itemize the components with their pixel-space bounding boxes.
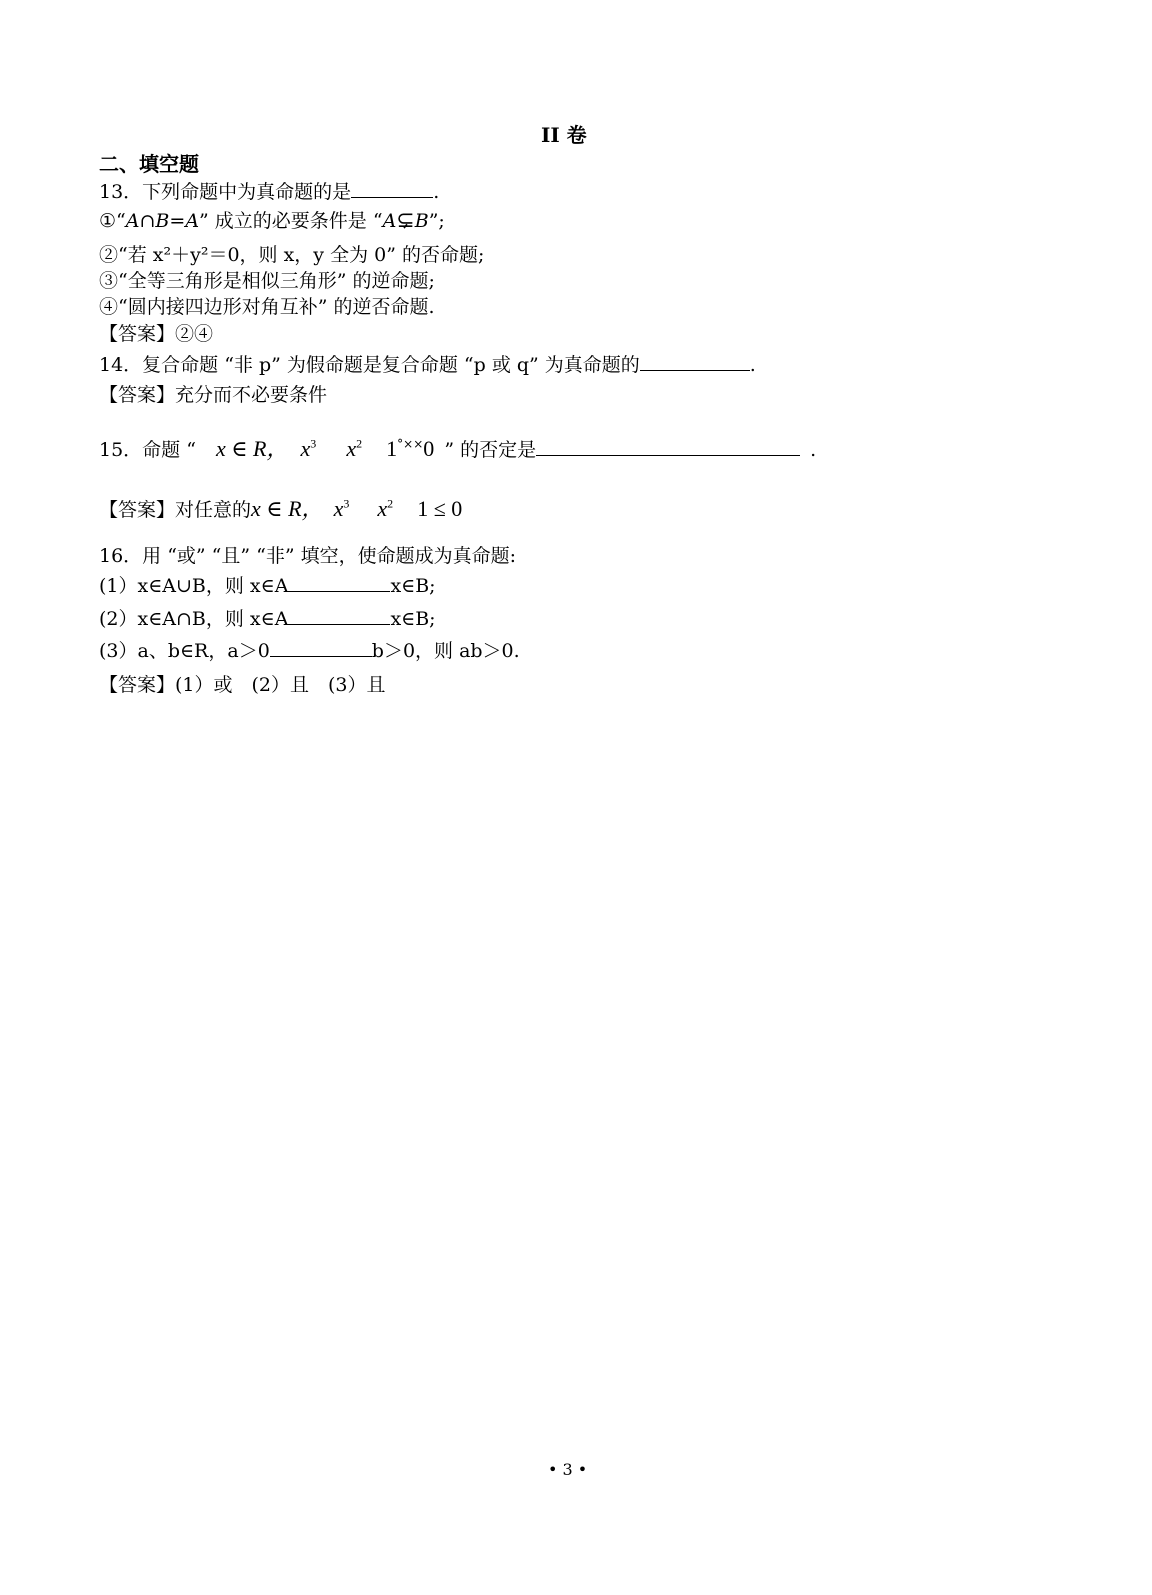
- q14-stem-text: 14．复合命题 “非 p” 为假命题是复合命题 “p 或 q” 为真命题的: [99, 354, 640, 376]
- q13-option-1: [99, 209, 445, 233]
- q13-option-1-text: ” 成立的必要条件是 “: [199, 210, 383, 232]
- q13-stem-text: 13．下列命题中为真命题的是: [99, 181, 352, 203]
- answer-label: 【答案】: [99, 674, 176, 696]
- q16-answer-text: (1）或 (2）且 (3）且: [175, 674, 386, 696]
- q13-option-1-marker: ①: [99, 210, 117, 232]
- q15-x3-base: x: [300, 436, 311, 461]
- q16-item-3-prefix: (3）a、b∈R，a＞0: [99, 640, 270, 662]
- q15-answer-tail: 1 ≤ 0: [417, 496, 463, 521]
- q15-x2: [346, 436, 362, 461]
- q15-answer-x2-exp: 2: [387, 496, 394, 511]
- q15-x-in-r: x ∈ R，: [215, 436, 289, 461]
- q16-item-2: [99, 607, 436, 631]
- q14-answer-blank: [640, 369, 750, 371]
- q15-answer-prefix: 对任意的: [175, 499, 252, 521]
- q13-answer: [99, 322, 213, 346]
- q13-option-1-cap: ∩: [139, 210, 156, 232]
- q15-stem-text: 15．命题 “: [99, 439, 196, 461]
- q13-option-3-text: “全等三角形是相似三角形” 的逆命题;: [118, 270, 435, 292]
- q16-item-2-suffix: x∈B;: [390, 608, 436, 630]
- q14-answer: [99, 383, 327, 407]
- q13-option-3-marker: ③: [99, 270, 119, 292]
- q13-answer-blank: [351, 196, 433, 198]
- q13-option-2-marker: ②: [99, 244, 119, 266]
- q13-option-3: [99, 269, 435, 293]
- q13-option-1-expr: B: [414, 210, 429, 232]
- q16-item-1: [99, 574, 436, 598]
- q15-x3-exp: 3: [310, 436, 317, 451]
- q15-answer: [99, 497, 462, 522]
- q15-answer-blank: [536, 454, 800, 456]
- q13-option-1-expr: A: [125, 210, 140, 232]
- q13-option-1-text: “: [116, 210, 126, 232]
- q15-answer-x3-exp: 3: [343, 496, 350, 511]
- answer-label: 【答案】: [99, 323, 176, 345]
- q15-answer-x3-base: x: [333, 496, 344, 521]
- q16-item-1-prefix: (1）x∈A∪B，则 x∈A: [99, 575, 289, 597]
- q15-x2-exp: 2: [356, 436, 363, 451]
- q13-stem: [99, 180, 439, 204]
- q15-zero: 0: [423, 436, 435, 461]
- q13-option-1-subset-symbol: ⊊: [396, 208, 415, 233]
- q14-answer-text: 充分而不必要条件: [175, 384, 328, 406]
- page-number: • 3 •: [548, 1460, 588, 1479]
- q16-item-1-suffix: x∈B;: [390, 575, 436, 597]
- q15-answer-x3: [334, 496, 350, 521]
- answer-label: 【答案】: [99, 499, 176, 521]
- q15-stem: [99, 432, 816, 462]
- q16-item-2-prefix: (2）x∈A∩B，则 x∈A: [99, 608, 289, 630]
- q15-x2-base: x: [346, 436, 357, 461]
- q16-stem: 16．用 “或” “且” “非” 填空，使命题成为真命题:: [99, 545, 517, 567]
- q15-answer-x2-base: x: [377, 496, 388, 521]
- q16-item-3: [99, 639, 520, 663]
- q13-option-1-eq: =: [169, 210, 186, 232]
- q16-item-3-blank: [270, 655, 372, 657]
- q13-option-2: [99, 243, 484, 267]
- q13-answer-text: ②④: [175, 323, 214, 345]
- q13-option-4-text: “圆内接四边形对角互补” 的逆否命题.: [118, 296, 435, 318]
- q16-answer: [99, 673, 386, 697]
- answer-label: 【答案】: [99, 384, 176, 406]
- q13-option-1-expr: A: [185, 210, 200, 232]
- q13-option-1-text: ”;: [428, 210, 445, 232]
- q16-item-3-suffix: b＞0，则 ab＞0.: [371, 640, 520, 662]
- q15-stem-suffix: .: [810, 439, 817, 461]
- q13-stem-suffix: .: [433, 181, 440, 203]
- q15-garbled-glyph: °××: [397, 437, 424, 451]
- q15-one: 1: [386, 436, 398, 461]
- q13-option-4: [99, 295, 435, 319]
- q16-item-1-blank: [288, 590, 390, 592]
- subsection-title: 二、填空题: [99, 152, 199, 176]
- q13-option-1-expr: B: [155, 210, 170, 232]
- q16-item-2-blank: [288, 623, 390, 625]
- q13-option-2-text: “若 x²＋y²＝0，则 x，y 全为 0” 的否命题;: [118, 244, 485, 266]
- q13-option-4-marker: ④: [99, 296, 119, 318]
- q14-stem: [99, 353, 756, 377]
- q15-answer-x2: [377, 496, 393, 521]
- q15-stem-text: ” 的否定是: [444, 439, 537, 461]
- q13-option-1-expr: A: [382, 210, 397, 232]
- q15-answer-x-in-r: x ∈ R，: [251, 496, 324, 521]
- q15-x3: [301, 436, 317, 461]
- q14-stem-suffix: .: [749, 354, 756, 376]
- section-title: II 卷: [541, 123, 587, 147]
